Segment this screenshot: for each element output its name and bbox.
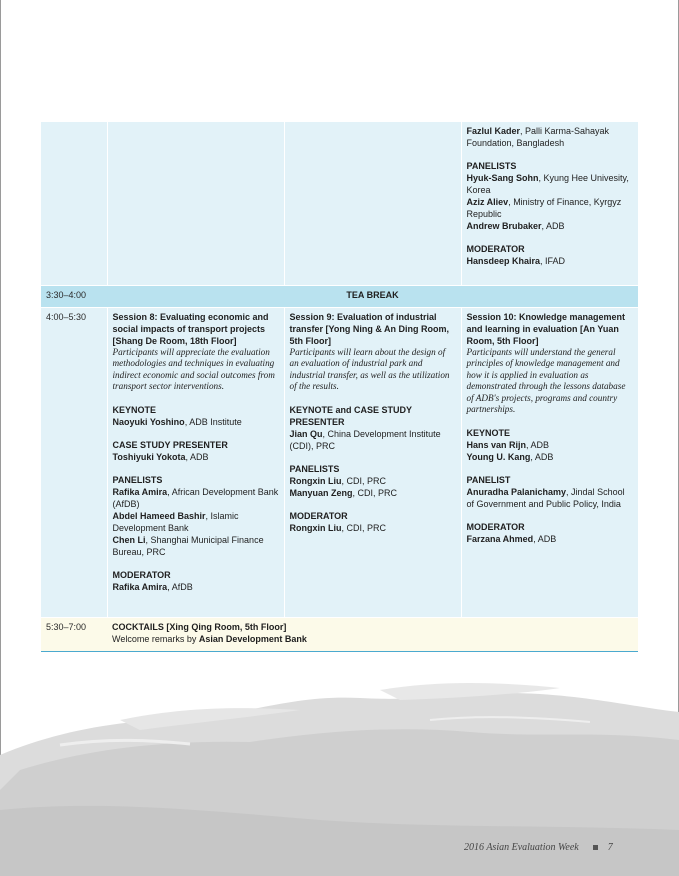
keynote-label: KEYNOTE bbox=[466, 427, 511, 438]
session-9-cell bbox=[284, 307, 461, 617]
table-row bbox=[41, 122, 638, 285]
panelists-label: PANELISTS bbox=[466, 161, 517, 171]
panelist-label: PANELIST bbox=[466, 474, 511, 485]
session-description: Participants will appreciate the evaluation methodologies and techniques in evaluating indirect economic and social outcomes from transport sector interventions. bbox=[112, 346, 275, 391]
session-10-cell bbox=[461, 307, 638, 617]
cocktails-remark: Welcome remarks by Asian Development Bank bbox=[112, 633, 307, 644]
speaker-line: Fazlul Kader, Palli Karma-Sahayak Foundation, Bangladesh bbox=[466, 126, 610, 148]
speaker-line: Rongxin Liu, CDI, PRC bbox=[289, 475, 387, 486]
speaker-line: Hans van Rijn, ADB bbox=[466, 439, 550, 450]
session-cell bbox=[107, 122, 284, 285]
session-title: Session 8: Evaluating economic and social impacts of transport projects [Shang De Room, 18th Floor] bbox=[112, 311, 269, 346]
speaker-line: Rafika Amira, African Development Bank (AfDB) bbox=[112, 486, 279, 509]
speaker-line: Farzana Ahmed, ADB bbox=[466, 533, 557, 544]
speaker-line: Anuradha Palanichamy, Jindal School of Government and Public Policy, India bbox=[466, 486, 625, 509]
session-title: Session 9: Evaluation of industrial transfer [Yong Ning & An Ding Room, 5th Floor] bbox=[289, 311, 449, 346]
tea-break-label: TEA BREAK bbox=[107, 285, 638, 307]
moderator-label: MODERATOR bbox=[112, 569, 171, 580]
keynote-label: KEYNOTE bbox=[112, 404, 157, 415]
panelists-label: PANELISTS bbox=[289, 463, 340, 474]
footer-title: 2016 Asian Evaluation Week bbox=[464, 842, 579, 853]
speaker-line: Hyuk-Sang Sohn, Kyung Hee Univesity, Korea bbox=[466, 173, 629, 195]
session-description: Participants will learn about the design of an evaluation of industrial park and industrial transfer, as well as the utilization of the results. bbox=[289, 346, 450, 391]
panelists-label: PANELISTS bbox=[112, 474, 163, 485]
square-bullet-icon bbox=[593, 845, 598, 850]
table-row bbox=[41, 307, 638, 617]
table-row bbox=[41, 617, 638, 651]
page-footer bbox=[464, 842, 613, 853]
cocktails-title: COCKTAILS [Xing Qing Room, 5th Floor] bbox=[112, 621, 287, 632]
speaker-line: Manyuan Zeng, CDI, PRC bbox=[289, 487, 398, 498]
speaker-line: Jian Qu, China Development Institute (CDI), PRC bbox=[289, 428, 441, 451]
moderator-label: MODERATOR bbox=[466, 521, 525, 532]
page-number: 7 bbox=[607, 842, 613, 853]
session-8-cell bbox=[107, 307, 284, 617]
moderator-label: MODERATOR bbox=[466, 244, 525, 254]
session-cell bbox=[284, 122, 461, 285]
speaker-line: Andrew Brubaker, ADB bbox=[466, 221, 565, 231]
speaker-line: Abdel Hameed Bashir, Islamic Development Bank bbox=[112, 510, 239, 533]
speaker-line: Naoyuki Yoshino, ADB Institute bbox=[112, 416, 242, 427]
moderator-label: MODERATOR bbox=[289, 510, 348, 521]
session-title: Session 10: Knowledge management and learning in evaluation [An Yuan Room, 5th Floor] bbox=[466, 311, 626, 346]
speaker-line: Rongxin Liu, CDI, PRC bbox=[289, 522, 387, 533]
keynote-label: KEYNOTE and CASE STUDY PRESENTER bbox=[289, 404, 412, 427]
table-row bbox=[41, 285, 638, 307]
time-cell: 4:00–5:30 bbox=[41, 307, 107, 617]
speaker-line: Hansdeep Khaira, IFAD bbox=[466, 256, 566, 266]
time-cell bbox=[41, 122, 107, 285]
session-description: Participants will understand the general principles of knowledge management and how it is applied in evaluation as demonstrated through the lessons database of ADB's projects, programs and country partnerships. bbox=[466, 346, 626, 414]
time-cell: 5:30–7:00 bbox=[41, 617, 107, 651]
speaker-line: Aziz Aliev, Ministry of Finance, Kyrgyz Republic bbox=[466, 197, 622, 219]
speaker-line: Toshiyuki Yokota, ADB bbox=[112, 451, 209, 462]
speaker-line: Rafika Amira, AfDB bbox=[112, 581, 193, 592]
schedule-table bbox=[41, 122, 638, 652]
case-study-label: CASE STUDY PRESENTER bbox=[112, 439, 228, 450]
time-cell: 3:30–4:00 bbox=[41, 285, 107, 307]
speaker-line: Young U. Kang, ADB bbox=[466, 451, 554, 462]
cocktails-cell bbox=[107, 617, 638, 651]
speaker-line: Chen Li, Shanghai Municipal Finance Bureau, PRC bbox=[112, 534, 264, 557]
session-cell bbox=[461, 122, 638, 285]
